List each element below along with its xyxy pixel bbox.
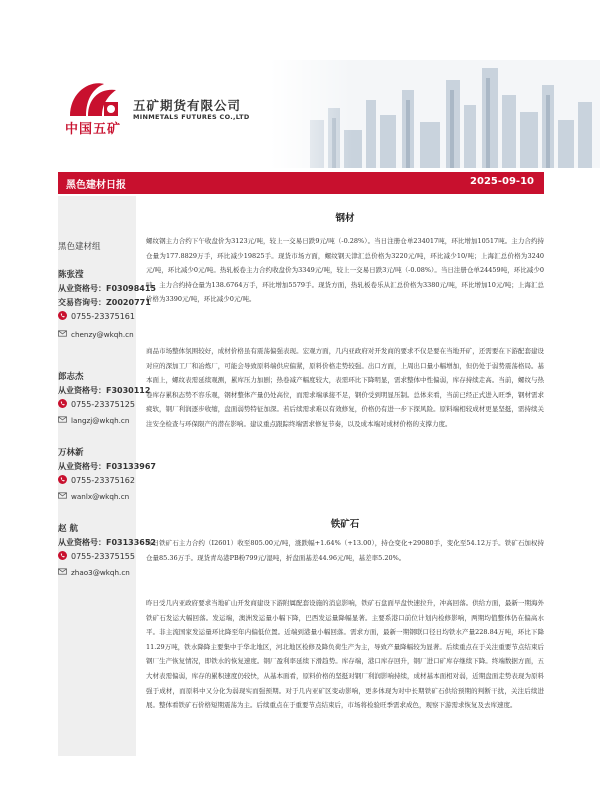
email-text[interactable]: wanlx@wkqh.cn (71, 492, 130, 501)
section-title-steel: 钢材 (335, 213, 355, 224)
mail-icon (58, 415, 67, 424)
mail-icon (58, 329, 67, 338)
analyst-email[interactable] (58, 491, 136, 501)
analyst-sidebar (58, 196, 156, 756)
report-banner (58, 172, 544, 194)
phone-text: 0755-23375162 (71, 476, 135, 485)
analyst-card (58, 268, 156, 339)
report-date: 2025-09-10 (470, 176, 534, 187)
analyst-card (58, 370, 151, 425)
phone-text: 0755-23375125 (71, 400, 135, 409)
email-text[interactable]: langzj@wkqh.cn (71, 416, 130, 425)
license-number: 从业资格号：F03133652 (58, 538, 156, 547)
license-number: 从业资格号：F3030112 (58, 386, 151, 395)
phone-icon (58, 311, 67, 320)
analyst-phone (58, 311, 136, 321)
mail-icon (58, 567, 67, 576)
analyst-name: 郎志杰 (58, 372, 84, 382)
phone-icon (58, 551, 67, 560)
analyst-card (58, 446, 156, 501)
analyst-phone (58, 475, 136, 485)
analyst-card (58, 522, 156, 577)
consult-number: 交易咨询号：Z0020771 (58, 298, 151, 307)
phone-text: 0755-23375161 (71, 312, 135, 321)
analyst-name: 陈张滢 (58, 270, 84, 280)
license-number: 从业资格号：F03133967 (58, 462, 156, 471)
report-title: 黑色建材日报 (66, 180, 126, 191)
section-title-iron-ore: 铁矿石 (330, 519, 360, 530)
phone-text: 0755-23375155 (71, 552, 135, 561)
analyst-phone (58, 399, 136, 409)
minmetals-logo-icon (64, 78, 122, 118)
analyst-email[interactable] (58, 329, 136, 339)
company-name-en: MINMETALS FUTURES CO.,LTD (133, 113, 250, 121)
steel-analysis-paragraph: 商品市场整体氛围较好，成材价格虽有震荡偏强表现。宏观方面，几内亚政府对开发商的要求不仅是要在当地开矿，还需要在下游配套建设对应的深加工厂和冶炼厂，可能会导致原料端供应偏紧，原料价格走势较强。出口方面，上周出口量小幅增加，但仍处于弱势震荡格局。基本面上，螺纹表需延续观测，累库压力加剧；热卷减产幅度较大，表需环比下降明显，需求整体中性偏弱，库存持续走高。当前，螺纹与热卷库存累积态势不容乐观，钢材整体产量仍处高位，而需求端承接不足，钢价受到明显压制。总体来看，当前已经正式进入旺季，钢材需求疲软，钢厂利润逐步收缩，盘面弱势特征加深。若后续需求难以有效修复，价格仍有进一步下探风险。原料端相较成材更显坚挺，需持续关注安全检查与环保限产的潜在影响。建议重点跟踪终端需求修复节奏，以及成本端对成材价格的支撑力度。 (146, 347, 544, 428)
analyst-email[interactable] (58, 567, 136, 577)
analyst-phone (58, 551, 136, 561)
mail-icon (58, 491, 67, 500)
city-skyline-image (270, 60, 600, 168)
steel-market-paragraph: 螺纹钢主力合约下午收盘价为3123元/吨，较上一交易日跌9元/吨（-0.28%）。当日注册仓单234017吨，环比增加10517吨。主力合约持仓量为177.8829万手，环比减少19825手。现货市场方面，螺纹钢天津汇总价格为3220元/吨，环比减少10/吨；上海汇总价格为3240元/吨，环比减少0元/吨。热轧板卷主力合约收盘价为3349元/吨，较上一交易日跌3元/吨（-0.08%）。当日注册仓单24459吨，环比减少0吨。主力合约持仓量为138.6764万手，环比增加5579手。现货方面，热轧板卷乐从汇总价格为3380元/吨，环比增加10元/吨；上海汇总价格为3390元/吨，环比减少0元/吨。 (146, 237, 544, 304)
analyst-name: 万林新 (58, 448, 84, 458)
phone-icon (58, 399, 67, 408)
iron-market-paragraph: 昨日铁矿石主力合约（I2601）收至805.00元/吨，涨跌幅+1.64%（+13.00），持仓变化+29080手，变化至54.12万手。铁矿石加权持仓量85.36万手。现货青岛港PB粉799元/湿吨，折盘面基差44.96元/吨，基差率5.20%。 (146, 539, 544, 562)
logo-text: 中国五矿 (65, 122, 122, 137)
email-text[interactable]: chenzy@wkqh.cn (71, 330, 134, 339)
report-header (0, 0, 600, 168)
analyst-name: 赵 航 (58, 524, 78, 534)
email-text[interactable]: zhao3@wkqh.cn (71, 568, 130, 577)
company-name-cn: 五矿期货有限公司 (133, 98, 242, 113)
phone-icon (58, 475, 67, 484)
license-number: 从业资格号：F03098415 (58, 284, 156, 293)
analyst-email[interactable] (58, 415, 136, 425)
team-name: 黑色建材组 (58, 242, 101, 252)
iron-analysis-paragraph: 昨日受几内亚政府要求当地矿山开发商建设下游附属配套设施的消息影响，铁矿石盘面早盘快速拉升，冲高回落。供给方面，最新一期海外铁矿石发运大幅回落。发运端，澳洲发运量小幅下降，巴西发运量降幅显著。主要系港口前位计划内检修影响，两期均值整体仍在偏高水平。非主流国家发运量环比降至年内偏低位置。近端到港量小幅回落。需求方面，最新一期钢联口径日均铁水产量228.84万吨，环比下降11.29万吨，铁水降降主要集中于华北地区，河北地区检修及降负荷生产为主，导致产量降幅较为显著。后续重点在于关注重要节点结束后钢厂生产恢复情况，即铁水的恢复速度。钢厂盈利率延续下滑趋势。库存端，港口库存回升，钢厂进口矿库存继续下降。终端数据方面，五大材表需偏弱，库存的累积速度仍较快，从基本面看，原料价格的坚挺对钢厂利润影响持续，成材基本面相对弱，近期盘面走势表现为原料强于成材，而原料中又分化为弱现实而强预期。对于几内亚矿区变动影响，更多体现为对中长期铁矿石供给预期的判断干扰，关注后续进展。整体看铁矿石价格短期震荡为主。后续重点在于重要节点结束后，市场将检验旺季需求成色，观察下游需求恢复及去库速度。 (146, 599, 544, 710)
